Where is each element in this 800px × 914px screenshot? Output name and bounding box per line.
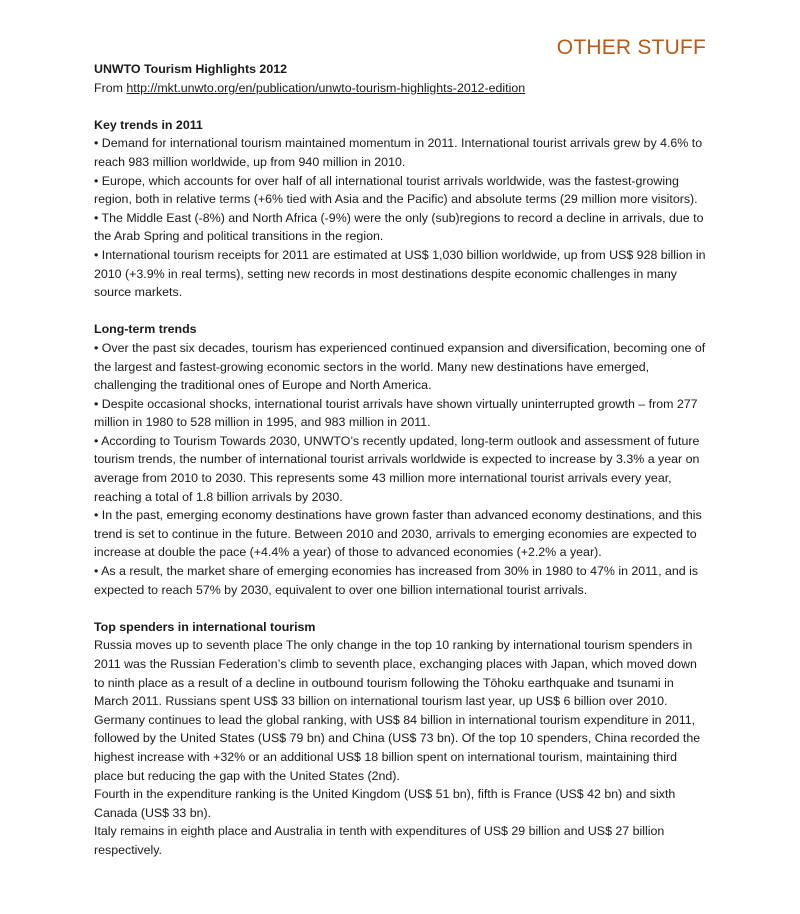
section-top-spenders: [94, 618, 708, 860]
section-key-trends: [94, 116, 708, 302]
paragraph: • Demand for international tourism maintained momentum in 2011. International tourist arrivals grew by 4.6% to reach 983 million worldwide, up from 940 million in 2010.: [94, 136, 703, 169]
source-line: [94, 79, 708, 98]
paragraph: Italy remains in eighth place and Australia in tenth with expenditures of US$ 29 billion and US$ 27 billion respectively.: [94, 824, 665, 857]
paragraph: • International tourism receipts for 2011 are estimated at US$ 1,030 billion worldwide, up from US$ 928 billion in 2010 (+3.9% in real terms), setting new records in most destinations despite economic challenges in many source markets.: [94, 247, 706, 300]
paragraph: • Europe, which accounts for over half of all international tourist arrivals worldwide, was the fastest-growing region, both in relative terms (+6% tied with Asia and the Pacific) and absolute terms (29 million more visitors).: [94, 173, 698, 207]
document-body: [94, 60, 708, 860]
paragraph: • In the past, emerging economy destinations have grown faster than advanced economy destinations, and this trend is set to continue in the future. Between 2010 and 2030, arrivals to emerging economies are expected to increase at double the pace (+4.4% a year) of those to advanced economies (+2.2% a year).: [94, 508, 702, 560]
paragraph: • According to Tourism Towards 2030, UNWTO’s recently updated, long-term outlook and assessment of future tourism trends, the number of international tourist arrivals worldwide is expected to increase by 3.3% a year on average from 2010 to 2030. This represents some 43 million more international tourist arrivals every year, reaching a total of 1.8 billion arrivals by 2030.: [94, 433, 700, 504]
section-heading: Long-term trends: [94, 322, 197, 337]
section-heading: Key trends in 2011: [94, 117, 203, 132]
source-link[interactable]: http://mkt.unwto.org/en/publication/unwto-tourism-highlights-2012-edition: [126, 80, 526, 95]
paragraph: • Over the past six decades, tourism has experienced continued expansion and diversification, becoming one of the largest and fastest-growing economic sectors in the world. Many new destinations have emerged, challenging the traditional ones of Europe and North America.: [94, 340, 706, 393]
paragraph: Russia moves up to seventh place The only change in the top 10 ranking by international tourism spenders in 2011 was the Russian Federation’s climb to seventh place, exchanging places with Japan, which moved down to ninth place as a result of a decline in outbound tourism following the Tōhoku earthquake and tsunami in March 2011. Russians spent US$ 33 billion on international tourism last year, up US$ 6 billion over 2010.: [94, 638, 697, 709]
section-heading: Top spenders in international tourism: [94, 619, 316, 634]
source-prefix: From: [94, 80, 127, 95]
paragraph: • The Middle East (-8%) and North Africa (-9%) were the only (sub)regions to record a decline in arrivals, due to the Arab Spring and political transitions in the region.: [94, 210, 704, 244]
paragraph: Germany continues to lead the global ranking, with US$ 84 billion in international tourism expenditure in 2011, followed by the United States (US$ 79 bn) and China (US$ 73 bn). Of the top 10 spenders, China recorded the highest increase with +32% or an additional US$ 18 billion spent on international tourism, maintaining third place but reducing the gap with the United States (2nd).: [94, 712, 701, 783]
paragraph: • Despite occasional shocks, international tourist arrivals have shown virtually uninterrupted growth – from 277 million in 1980 to 528 million in 1995, and 983 million in 2011.: [94, 396, 698, 430]
page-header-title: OTHER STUFF: [556, 36, 706, 59]
paragraph: Fourth in the expenditure ranking is the United Kingdom (US$ 51 bn), fifth is France (US$ 42 bn) and sixth Canada (US$ 33 bn).: [94, 787, 676, 820]
paragraph: • As a result, the market share of emerging economies has increased from 30% in 1980 to 47% in 2011, and is expected to reach 57% by 2030, equivalent to over one billion international tourist arrivals.: [94, 564, 699, 597]
document-title: UNWTO Tourism Highlights 2012: [94, 62, 287, 76]
section-long-term-trends: [94, 320, 708, 599]
